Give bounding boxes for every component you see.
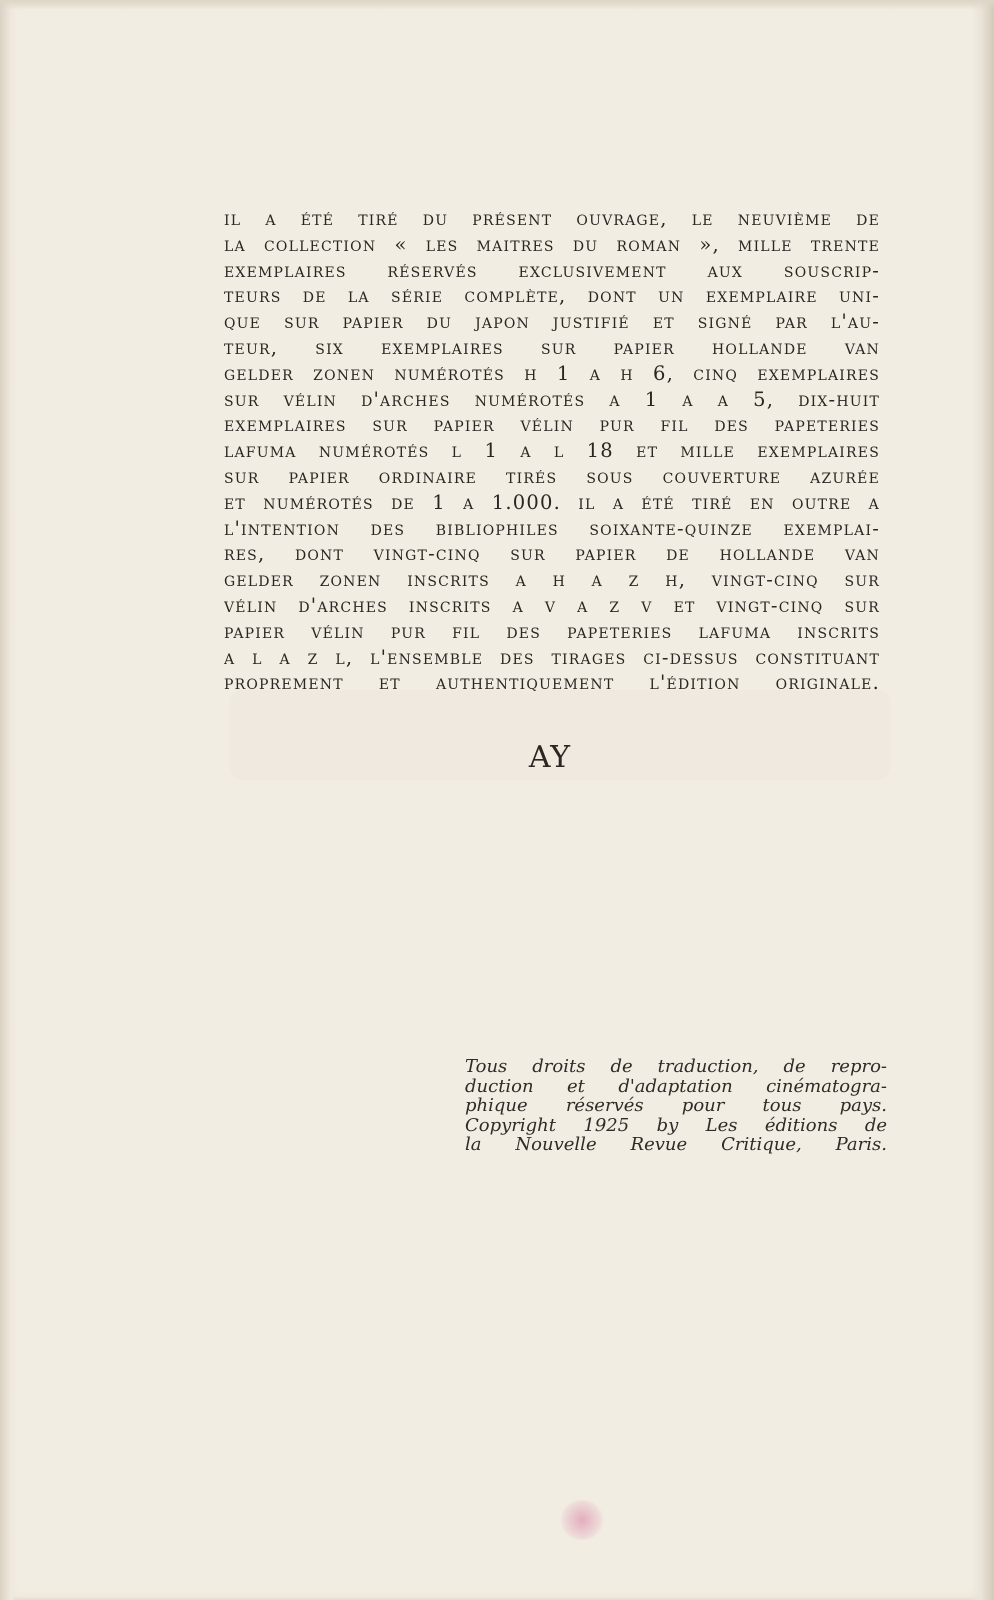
justification-line: papier vélin pur fil des papeteries lafuma inscrits [224, 619, 880, 643]
copyright-line: Tous droits de traduction, de repro- [465, 1056, 887, 1077]
copy-number-mark: AY [528, 740, 572, 775]
justification-line: l'intention des bibliophiles soixante-quinze exemplai- [224, 516, 880, 540]
justification-line: que sur papier du japon justifié et signé par l'au- [224, 310, 880, 334]
copyright-line: la Nouvelle Revue Critique, Paris. [465, 1134, 887, 1155]
justification-line: il a été tiré du présent ouvrage, le neuvième de [224, 207, 880, 230]
justification-line: lafuma numérotés l 1 a l 18 et mille exemplaires [224, 439, 880, 463]
justification-line: proprement et authentiquement l'édition originale. [224, 671, 880, 695]
justification-line: sur papier ordinaire tirés sous couverture azurée [224, 464, 880, 488]
justification-line: vélin d'arches inscrits a v a z v et vingt-cinq sur [224, 593, 880, 617]
justification-line: teurs de la série complète, dont un exemplaire uni- [224, 284, 880, 308]
justification-line: gelder zonen numérotés h 1 a h 6, cinq exemplaires [224, 361, 880, 385]
justification-line: exemplaires réservés exclusivement aux souscrip- [224, 258, 880, 282]
justification-line: exemplaires sur papier vélin pur fil des papeteries [224, 413, 880, 437]
justification-paragraph [224, 206, 880, 696]
justification-line: a l a z l, l'ensemble des tirages ci-dessus constituant [224, 645, 880, 669]
page-edge-left [0, 0, 16, 1600]
justification-line: et numérotés de 1 a 1.000. il a été tiré en outre a [224, 490, 880, 514]
copyright-line: phique réservés pour tous pays. [465, 1095, 887, 1116]
copyright-line: duction et d'adaptation cinématogra- [465, 1075, 887, 1097]
justification-line: res, dont vingt-cinq sur papier de hollande van [224, 542, 880, 566]
page-edge-right [972, 0, 994, 1600]
ink-stain [560, 1500, 604, 1540]
justification-line: la collection « les maitres du roman », mille trente [224, 232, 880, 256]
copyright-notice [465, 1057, 887, 1155]
justification-line: gelder zonen inscrits a h a z h, vingt-cinq sur [224, 568, 880, 592]
justification-line: sur vélin d'arches numérotés a 1 a a 5, dix-huit [224, 387, 880, 411]
copyright-line: Copyright 1925 by Les éditions de [465, 1114, 887, 1136]
justification-line: teur, six exemplaires sur papier hollande van [224, 335, 880, 359]
page-edge-top [0, 0, 994, 10]
